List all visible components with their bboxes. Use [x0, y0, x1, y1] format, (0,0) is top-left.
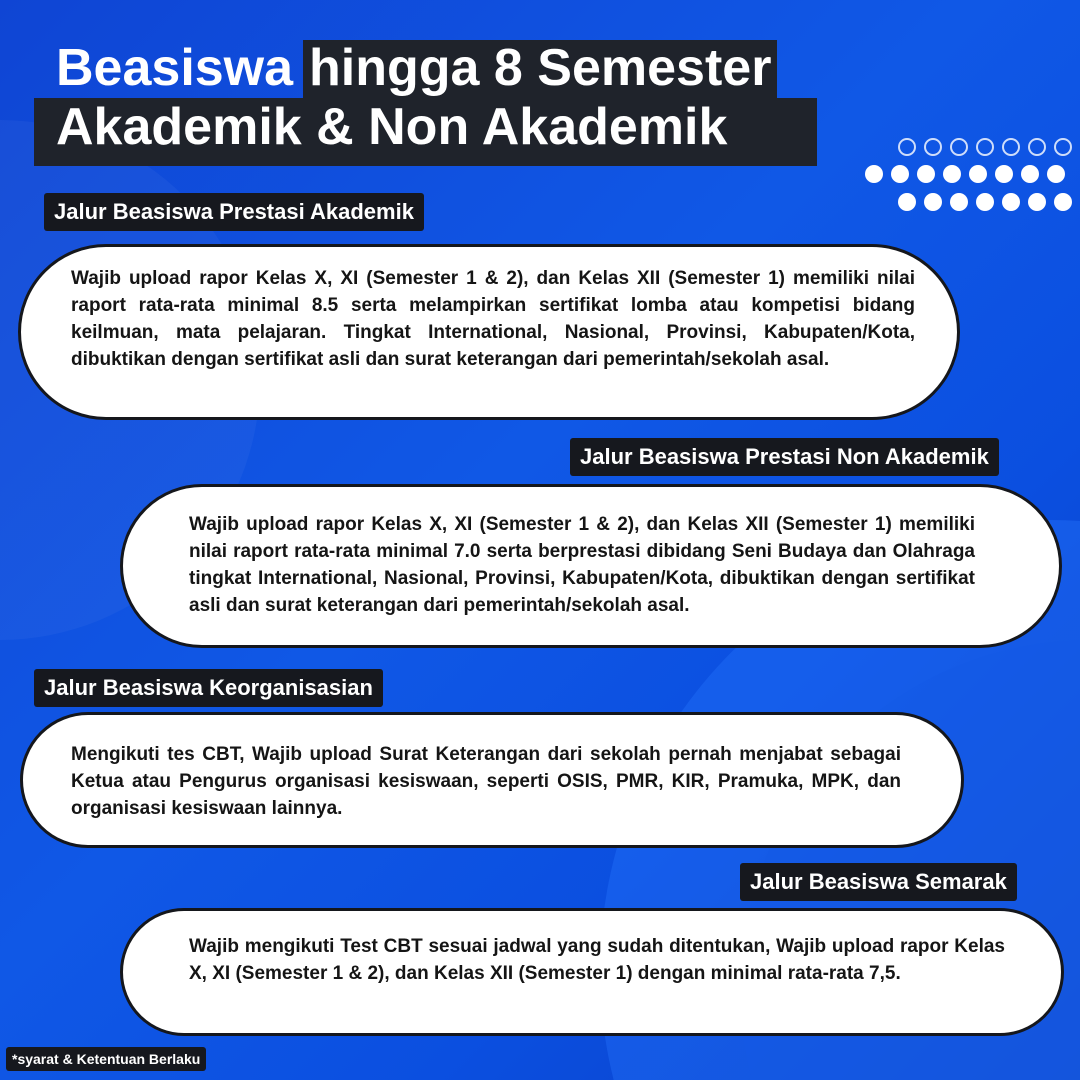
dot-icon	[898, 138, 916, 156]
dot-icon	[1047, 165, 1065, 183]
decorative-dots-row	[898, 138, 1072, 156]
dot-icon	[924, 138, 942, 156]
section-label-semarak: Jalur Beasiswa Semarak	[740, 863, 1017, 901]
dot-icon	[950, 138, 968, 156]
dot-icon	[1054, 138, 1072, 156]
dot-icon	[1002, 193, 1020, 211]
dot-icon	[1021, 165, 1039, 183]
section-label-keorganisasian: Jalur Beasiswa Keorganisasian	[34, 669, 383, 707]
dot-icon	[1002, 138, 1020, 156]
dot-icon	[891, 165, 909, 183]
decorative-dots-row	[865, 165, 1065, 183]
dot-icon	[1028, 138, 1046, 156]
section-card-semarak	[120, 908, 1064, 1036]
section-description: Wajib mengikuti Test CBT sesuai jadwal yang sudah ditentukan, Wajib upload rapor Kelas X, XI (Semester 1 & 2), dan Kelas XII (Semester 1) dengan minimal rata-rata 7,5.	[189, 936, 1005, 984]
title-boxed: hingga 8 Semester	[303, 40, 777, 98]
title-highlight: Beasiswa	[56, 39, 294, 97]
dot-icon	[924, 193, 942, 211]
dot-icon	[995, 165, 1013, 183]
section-card-prestasi-akademik	[18, 244, 960, 420]
dot-icon	[950, 193, 968, 211]
dot-icon	[1028, 193, 1046, 211]
page-title-line-1	[56, 38, 777, 97]
section-card-keorganisasian	[20, 712, 964, 848]
dot-icon	[976, 138, 994, 156]
section-label-prestasi-non-akademik: Jalur Beasiswa Prestasi Non Akademik	[570, 438, 999, 476]
page-title-line-2: Akademik & Non Akademik	[34, 98, 817, 166]
dot-icon	[865, 165, 883, 183]
decorative-dots-row	[898, 193, 1072, 211]
dot-icon	[898, 193, 916, 211]
dot-icon	[976, 193, 994, 211]
section-description: Wajib upload rapor Kelas X, XI (Semester 1 & 2), dan Kelas XII (Semester 1) memiliki nilai raport rata-rata minimal 8.5 serta melampirkan sertifikat lomba atau kompetisi bidang keilmuan, mata pelajaran. Tingkat International, Nasional, Provinsi, Kabupaten/Kota, dibuktikan dengan sertifikat asli dan surat keterangan dari pemerintah/sekolah asal.	[71, 268, 915, 370]
dot-icon	[969, 165, 987, 183]
terms-footnote: *syarat & Ketentuan Berlaku	[6, 1047, 206, 1071]
section-description: Mengikuti tes CBT, Wajib upload Surat Keterangan dari sekolah pernah menjabat sebagai Ketua atau Pengurus organisasi kesiswaan, seperti OSIS, PMR, KIR, Pramuka, MPK, dan organisasi kesiswaan lainnya.	[71, 744, 901, 819]
section-description: Wajib upload rapor Kelas X, XI (Semester 1 & 2), dan Kelas XII (Semester 1) memiliki nilai raport rata-rata minimal 7.0 serta berprestasi dibidang Seni Budaya dan Olahraga tingkat International, Nasional, Provinsi, Kabupaten/Kota, dibuktikan dengan sertifikat asli dan surat keterangan dari pemerintah/sekolah asal.	[189, 514, 975, 616]
section-label-prestasi-akademik: Jalur Beasiswa Prestasi Akademik	[44, 193, 424, 231]
dot-icon	[917, 165, 935, 183]
dot-icon	[943, 165, 961, 183]
section-card-prestasi-non-akademik	[120, 484, 1062, 648]
dot-icon	[1054, 193, 1072, 211]
